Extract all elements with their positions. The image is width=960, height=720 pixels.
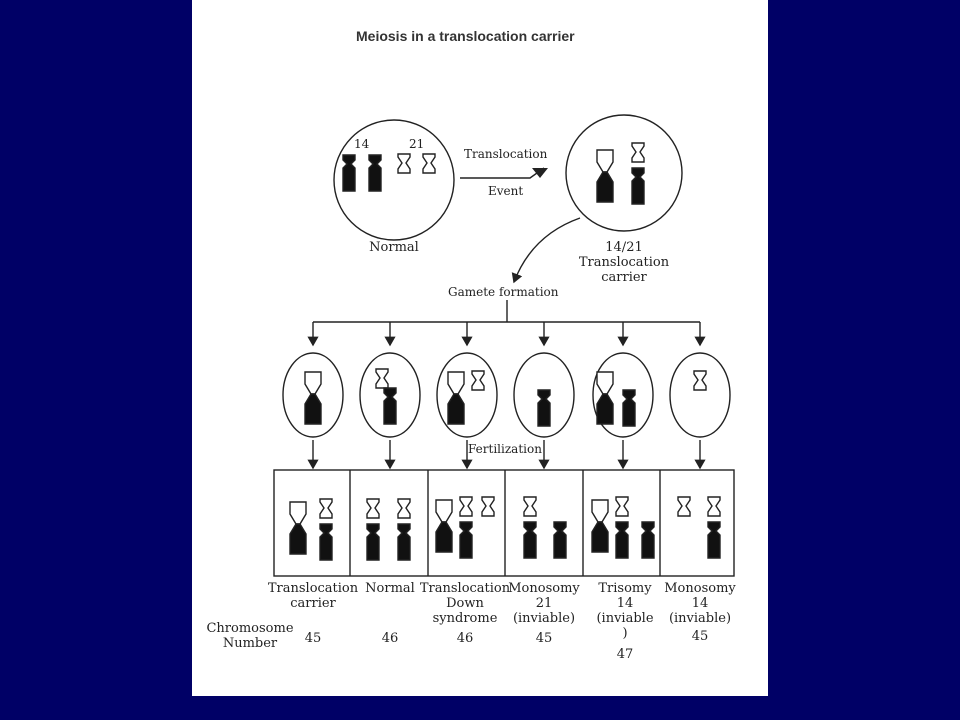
row-label-line: Number xyxy=(222,636,278,651)
outcome-label xyxy=(268,581,358,611)
translocation-chromosome-bottom xyxy=(592,522,608,552)
outcome-label-line: ) xyxy=(622,626,628,641)
chromosome-21 xyxy=(460,497,472,516)
chromosome-21 xyxy=(367,499,379,518)
chromosome-14 xyxy=(320,524,332,560)
outcome-label-line: 14 xyxy=(616,596,634,611)
chromosome-14 xyxy=(642,522,654,558)
outcome-label xyxy=(508,581,580,626)
chromosome-14 xyxy=(367,524,379,560)
chromosome-21 xyxy=(472,371,484,390)
chromosome-14 xyxy=(524,522,536,558)
event-arrow-head xyxy=(532,168,548,178)
outcome-label-line: Translocation xyxy=(419,581,511,596)
outcome-label xyxy=(420,581,510,626)
translocation-chromosome-top xyxy=(436,500,452,522)
chromosome-14 xyxy=(623,390,635,426)
diagram-title: Meiosis in a translocation carrier xyxy=(356,28,575,44)
outcome-label-line: Translocation xyxy=(267,581,359,596)
chromosome-number: 45 xyxy=(304,631,322,646)
chromosome-number: 46 xyxy=(381,631,399,646)
chromosome-14 xyxy=(616,522,628,558)
gamete-cell xyxy=(670,353,730,437)
chromosome-number: 47 xyxy=(616,647,634,662)
gamete-cell xyxy=(437,353,497,437)
translocation-chromosome-bottom xyxy=(448,394,464,424)
chromosome-21 xyxy=(694,371,706,390)
diagram-page xyxy=(192,0,768,696)
chromosome-21 xyxy=(524,497,536,516)
outcome-label-line: (inviable xyxy=(596,611,654,626)
translocation-chromosome-bottom xyxy=(290,524,306,554)
chromosome-number: 45 xyxy=(535,631,553,646)
chromosome-21 xyxy=(423,154,435,173)
chromosome-number: 46 xyxy=(456,631,474,646)
carrier-label-line: 14/21 xyxy=(605,240,643,255)
outcome-label-line: carrier xyxy=(290,596,336,611)
row-label-line: Chromosome xyxy=(206,621,294,636)
chromosome-21 xyxy=(708,497,720,516)
chromosome-14 xyxy=(538,390,550,426)
chromosome-number: 45 xyxy=(691,629,709,644)
translocation-chromosome-top xyxy=(290,502,306,524)
chromosome-14 xyxy=(708,522,720,558)
fertilization-label: Fertilization xyxy=(468,442,542,456)
carrier-cell-label xyxy=(579,240,669,285)
chromosome-21 xyxy=(320,499,332,518)
chromosome-14 xyxy=(384,388,396,424)
translocation-event-bottom: Event xyxy=(488,184,524,198)
chromosome-21 xyxy=(678,497,690,516)
chromosome-14 xyxy=(460,522,472,558)
chromosome-14 xyxy=(398,524,410,560)
outcome-label-line: Normal xyxy=(365,581,415,596)
outcome-label-line: 14 xyxy=(691,596,709,611)
outcome-row-frame xyxy=(274,470,734,576)
chromosome-21 xyxy=(398,499,410,518)
outcome-label-line: Down xyxy=(446,596,484,611)
label-chromosome-21: 21 xyxy=(409,137,425,151)
translocation-chromosome-top xyxy=(305,372,321,394)
translocation-chromosome-top xyxy=(597,150,613,172)
chromosome-21 xyxy=(482,497,494,516)
event-arrow-top xyxy=(460,168,544,178)
chromosome-21 xyxy=(376,369,388,388)
chromosome-21 xyxy=(398,154,410,173)
normal-cell-label: Normal xyxy=(369,240,419,255)
gamete-formation-label: Gamete formation xyxy=(448,285,559,299)
outcome-label-line: (inviable) xyxy=(512,611,576,626)
translocation-chromosome-bottom xyxy=(597,172,613,202)
carrier-label-line: Translocation xyxy=(578,255,670,270)
carrier-label-line: carrier xyxy=(601,270,647,285)
outcome-label-line: syndrome xyxy=(432,611,498,626)
arrow-to-gametes xyxy=(514,218,580,282)
outcome-label xyxy=(596,581,653,641)
translocation-chromosome-top xyxy=(592,500,608,522)
translocation-chromosome-bottom xyxy=(305,394,321,424)
chromosome-number-row-label xyxy=(206,621,293,651)
chromosome-14 xyxy=(632,168,644,204)
outcome-label-line: Monosomy xyxy=(664,581,736,596)
translocation-event-top: Translocation xyxy=(464,147,548,161)
translocation-chromosome-bottom xyxy=(436,522,452,552)
chromosome-21 xyxy=(616,497,628,516)
translocation-chromosome-top xyxy=(448,372,464,394)
chromosome-14 xyxy=(554,522,566,558)
outcome-label-line: (inviable) xyxy=(668,611,732,626)
chromosome-14 xyxy=(343,155,355,191)
outcome-label-line: Monosomy xyxy=(508,581,580,596)
carrier-cell xyxy=(566,115,682,231)
chromosome-21 xyxy=(632,143,644,162)
chromosome-14 xyxy=(369,155,381,191)
outcome-label xyxy=(365,581,415,596)
outcome-label xyxy=(664,581,736,626)
translocation-chromosome-bottom xyxy=(597,394,613,424)
outcome-label-line: Trisomy xyxy=(598,581,652,596)
outcome-label-line: 21 xyxy=(535,596,553,611)
label-chromosome-14: 14 xyxy=(354,137,370,151)
translocation-chromosome-top xyxy=(597,372,613,394)
